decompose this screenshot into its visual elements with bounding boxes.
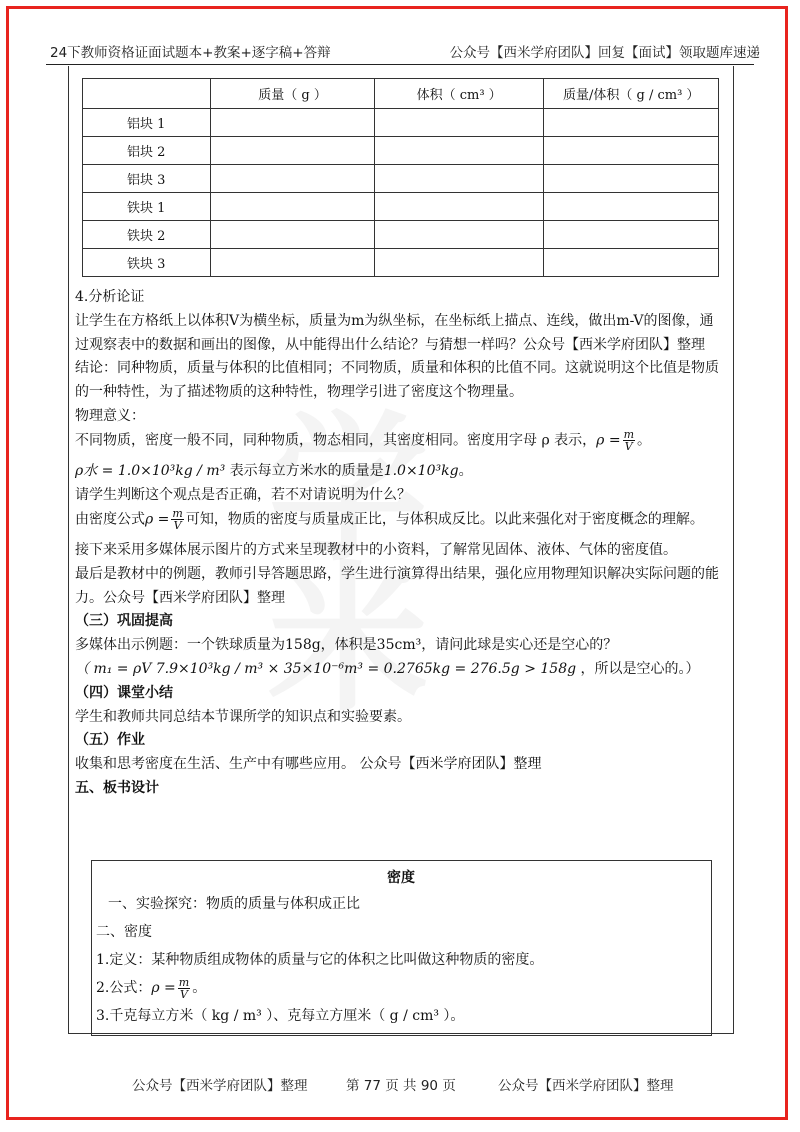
paragraph: 学生和教师共同总结本节课所学的知识点和实验要素。 <box>75 708 411 725</box>
table-row <box>83 193 719 221</box>
row-label: 铝块 1 <box>83 109 211 137</box>
board-line <box>96 974 706 1002</box>
table-cell <box>374 193 544 221</box>
fraction-numerator: m <box>178 975 190 989</box>
section-heading: （四）课堂小结 <box>75 684 173 701</box>
paragraph: 请学生判断这个观点是否正确，若不对请说明为什么？ <box>75 486 411 503</box>
table-cell <box>374 109 544 137</box>
board-line: 1.定义：某种物质组成物体的质量与它的体积之比叫做这种物质的密度。 <box>96 952 544 968</box>
table-header-row <box>83 79 719 109</box>
table-row <box>83 249 719 277</box>
table-cell <box>211 193 375 221</box>
table-row <box>83 109 719 137</box>
table-cell <box>374 249 544 277</box>
section-heading: （三）巩固提高 <box>75 613 173 630</box>
table-row <box>83 137 719 165</box>
table-cell <box>544 137 719 165</box>
fraction-denominator: V <box>180 987 188 1001</box>
board-title: 密度 <box>387 870 415 886</box>
table-cell <box>211 165 375 193</box>
row-label: 铁块 2 <box>83 221 211 249</box>
paragraph: 多媒体出示例题：一个铁球质量为158g，体积是35cm³，请问此球是实心还是空心的？ <box>75 637 618 654</box>
fraction-denominator: V <box>624 439 633 453</box>
page-number: 第 77 页 共 90 页 <box>346 1078 456 1094</box>
text: 2.公式： <box>96 980 152 996</box>
table-header-cell: 体积（ cm³ ） <box>374 79 544 109</box>
section-heading: 4.分析论证 <box>75 289 145 305</box>
section-heading: 五、板书设计 <box>75 779 159 796</box>
fraction <box>178 977 190 1000</box>
paragraph: 物理意义： <box>75 407 145 424</box>
text: 表示每立方米水的质量是 <box>229 463 384 480</box>
paragraph <box>75 429 723 453</box>
fraction <box>171 508 183 531</box>
paragraph <box>75 658 723 682</box>
table-cell <box>211 137 375 165</box>
formula: ρ = <box>145 511 170 528</box>
footer-right: 公众号【西米学府团队】整理 <box>498 1078 674 1094</box>
formula: ρ水 = 1.0×10³kg / m³ <box>75 463 226 480</box>
table-cell <box>211 249 375 277</box>
row-label: 铝块 3 <box>83 165 211 193</box>
lesson-content <box>75 286 723 801</box>
paragraph <box>75 508 723 532</box>
fraction-denominator: V <box>173 518 182 532</box>
paragraph <box>75 460 723 484</box>
table-cell <box>211 109 375 137</box>
table-cell <box>374 165 544 193</box>
text: 不同物质，密度一般不同，同种物质，物态相同，其密度相同。密度用字母 ρ 表示， <box>75 432 597 449</box>
fraction-numerator: m <box>623 427 634 441</box>
text: 。 <box>458 463 473 480</box>
table-cell <box>544 249 719 277</box>
text: 由密度公式 <box>75 511 145 528</box>
formula: （ m₁ = ρV 7.9×10³kg / m³ × 35×10⁻⁶m³ = 0.2765kg = 276.5g > 158g <box>75 660 577 677</box>
formula: ρ = <box>151 980 176 996</box>
table-cell <box>374 221 544 249</box>
table-cell <box>544 165 719 193</box>
row-label: 铁块 3 <box>83 249 211 277</box>
table-header-cell: 质量/体积（ g / cm³ ） <box>544 79 719 109</box>
table-header-cell <box>83 79 211 109</box>
measurement-table <box>82 78 719 277</box>
paragraph: 最后是教材中的例题，教师引导答题思路，学生进行演算得出结果，强化应用物理知识解决实际问题的能力。公众号【西米学府团队】整理 <box>75 565 719 606</box>
board-line: 3.千克每立方米（ kg / m³ ）、克每立方厘米（ g / cm³ ）。 <box>96 1008 465 1024</box>
formula: 1.0×10³kg <box>383 463 459 480</box>
fraction-numerator: m <box>172 506 183 520</box>
table-cell <box>544 221 719 249</box>
page-header <box>40 38 760 62</box>
paragraph: 让学生在方格纸上以体积V为横坐标，质量为m为纵坐标，在坐标纸上描点、连线，做出m-V的图像，通过观察表中的数据和画出的图像，从中能得出什么结论？与猜想一样吗？公众号【西米学府团队】整理 <box>75 312 714 353</box>
footer-left: 公众号【西米学府团队】整理 <box>132 1078 308 1094</box>
table-cell <box>544 193 719 221</box>
text: 。 <box>637 432 651 449</box>
text: ，所以是空心的。） <box>580 660 700 677</box>
row-label: 铝块 2 <box>83 137 211 165</box>
formula: ρ = <box>596 432 621 449</box>
board-line: 一、实验探究：物质的质量与体积成正比 <box>108 896 360 912</box>
table-row <box>83 165 719 193</box>
paragraph: 接下来采用多媒体展示图片的方式来呈现教材中的小资料，了解常见固体、液体、气体的密度值。 <box>75 541 677 558</box>
paragraph: 收集和思考密度在生活、生产中有哪些应用。 公众号【西米学府团队】整理 <box>75 756 542 773</box>
table-row <box>83 221 719 249</box>
board-line: 二、密度 <box>96 924 152 940</box>
table-cell <box>374 137 544 165</box>
text: 。 <box>192 980 207 996</box>
text: 可知，物质的密度与质量成正比，与体积成反比。以此来强化对于密度概念的理解。 <box>185 511 704 528</box>
header-left: 24下教师资格证面试题本+教案+逐字稿+答辩 <box>50 45 331 61</box>
paragraph: 结论：同种物质，质量与体积的比值相同；不同物质，质量和体积的比值不同。这就说明这个比值是物质的一种特性，为了描述物质的这种特性，物理学引进了密度这个物理量。 <box>75 360 719 401</box>
table-cell <box>211 221 375 249</box>
table-header-cell: 质量（ g ） <box>211 79 375 109</box>
row-label: 铁块 1 <box>83 193 211 221</box>
section-heading: （五）作业 <box>75 732 145 749</box>
blackboard-content <box>96 866 706 1030</box>
fraction <box>623 429 635 452</box>
header-rule <box>46 64 754 65</box>
table-cell <box>544 109 719 137</box>
header-right: 公众号【西米学府团队】回复【面试】领取题库速递 <box>449 45 760 61</box>
